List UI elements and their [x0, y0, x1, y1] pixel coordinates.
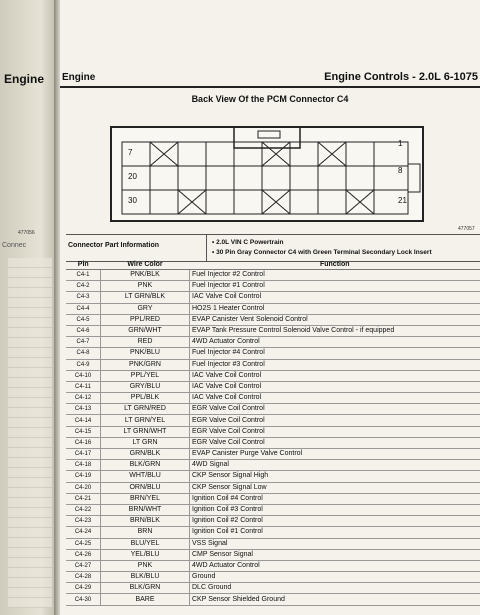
table-row	[66, 415, 480, 426]
pin-cell: C4-12	[66, 393, 101, 404]
left-page-table-lines	[8, 258, 52, 608]
page-header-left: Engine	[62, 72, 96, 83]
function-cell: IAC Valve Coil Control	[190, 393, 480, 404]
wire-color-cell: BLK/GRN	[101, 460, 190, 471]
function-cell: CKP Sensor Shielded Ground	[190, 594, 480, 605]
table-row	[66, 370, 480, 381]
table-row	[66, 393, 480, 404]
function-cell: EVAP Tank Pressure Control Solenoid Valve Control - if equipped	[190, 325, 480, 336]
wire-color-cell: PNK/BLK	[101, 270, 190, 281]
table-row	[66, 560, 480, 571]
table-row	[66, 381, 480, 392]
pin-cell: C4-20	[66, 482, 101, 493]
pin-cell: C4-9	[66, 359, 101, 370]
pin-cell: C4-28	[66, 572, 101, 583]
pin-cell: C4-8	[66, 348, 101, 359]
pin-cell: C4-25	[66, 538, 101, 549]
connector-drawing	[112, 128, 422, 220]
wire-color-cell: PPL/YEL	[101, 370, 190, 381]
wire-color-cell: BRN/WHT	[101, 504, 190, 515]
wire-color-cell: RED	[101, 337, 190, 348]
function-cell: EVAP Canister Vent Solenoid Control	[190, 314, 480, 325]
function-cell: Fuel Injector #3 Control	[190, 359, 480, 370]
header-rule	[60, 86, 480, 88]
wire-color-cell: PPL/BLK	[101, 393, 190, 404]
table-row	[66, 493, 480, 504]
function-cell: Fuel Injector #4 Control	[190, 348, 480, 359]
pin-cell: C4-24	[66, 527, 101, 538]
table-row	[66, 337, 480, 348]
pin-cell: C4-16	[66, 437, 101, 448]
table-row	[66, 348, 480, 359]
pin-label-20: 20	[128, 172, 137, 181]
pin-table-header	[66, 260, 480, 270]
wire-color-cell: LT GRN/WHT	[101, 426, 190, 437]
table-row	[66, 549, 480, 560]
table-row	[66, 437, 480, 448]
pin-cell: C4-26	[66, 549, 101, 560]
left-page-table-header: Connec	[2, 242, 27, 249]
table-row	[66, 527, 480, 538]
wire-color-cell: PPL/RED	[101, 314, 190, 325]
connector-diagram	[110, 126, 424, 222]
page-header-right: Engine Controls - 2.0L 6-1075	[324, 71, 478, 83]
table-row	[66, 516, 480, 527]
table-row	[66, 449, 480, 460]
pin-cell: C4-4	[66, 303, 101, 314]
info-line-powertrain: • 2.0L VIN C Powertrain	[212, 239, 284, 246]
function-cell: Fuel Injector #1 Control	[190, 281, 480, 292]
connector-info-box	[66, 234, 480, 262]
pin-cell: C4-14	[66, 415, 101, 426]
diagram-title: Back View Of the PCM Connector C4	[191, 94, 349, 104]
function-cell: DLC Ground	[190, 583, 480, 594]
function-cell: EGR Valve Coil Control	[190, 404, 480, 415]
function-cell: 4WD Actuator Control	[190, 337, 480, 348]
wire-color-cell: BRN/YEL	[101, 493, 190, 504]
wire-color-cell: YEL/BLU	[101, 549, 190, 560]
pin-cell: C4-13	[66, 404, 101, 415]
function-cell: IAC Valve Coil Control	[190, 292, 480, 303]
table-row	[66, 325, 480, 336]
manual-page	[60, 0, 480, 615]
wire-color-cell: ORN/BLU	[101, 482, 190, 493]
table-row	[66, 482, 480, 493]
pin-label-30: 30	[128, 196, 137, 205]
function-cell: CKP Sensor Signal High	[190, 471, 480, 482]
pin-label-7: 7	[128, 148, 133, 157]
function-cell: IAC Valve Coil Control	[190, 381, 480, 392]
pin-cell: C4-1	[66, 270, 101, 281]
function-cell: VSS Signal	[190, 538, 480, 549]
pin-grid	[122, 142, 408, 214]
function-cell: 4WD Actuator Control	[190, 560, 480, 571]
table-row	[66, 583, 480, 594]
wire-color-cell: GRY/BLU	[101, 381, 190, 392]
table-row	[66, 504, 480, 515]
table-row	[66, 404, 480, 415]
table-row	[66, 303, 480, 314]
wire-color-cell: BLU/YEL	[101, 538, 190, 549]
diagram-ref-number: 477057	[458, 226, 475, 232]
wire-color-cell: PNK	[101, 281, 190, 292]
wire-color-cell: BRN/BLK	[101, 516, 190, 527]
wire-color-cell: BARE	[101, 594, 190, 605]
table-row	[66, 270, 480, 281]
info-divider	[206, 235, 207, 261]
function-cell: EGR Valve Coil Control	[190, 437, 480, 448]
function-cell: Ignition Coil #1 Control	[190, 527, 480, 538]
function-cell: CKP Sensor Signal Low	[190, 482, 480, 493]
header-wire-color: Wire Color	[101, 260, 190, 270]
pin-table	[66, 260, 480, 606]
pin-cell: C4-22	[66, 504, 101, 515]
pin-cell: C4-17	[66, 449, 101, 460]
table-row	[66, 538, 480, 549]
function-cell: CMP Sensor Signal	[190, 549, 480, 560]
pin-cell: C4-18	[66, 460, 101, 471]
pin-cell: C4-27	[66, 560, 101, 571]
pin-cell: C4-7	[66, 337, 101, 348]
function-cell: Ignition Coil #4 Control	[190, 493, 480, 504]
pin-cell: C4-21	[66, 493, 101, 504]
function-cell: EGR Valve Coil Control	[190, 426, 480, 437]
table-row	[66, 460, 480, 471]
pin-cell: C4-6	[66, 325, 101, 336]
wire-color-cell: GRN/WHT	[101, 325, 190, 336]
wire-color-cell: BLK/GRN	[101, 583, 190, 594]
function-cell: EGR Valve Coil Control	[190, 415, 480, 426]
left-page-ref-number: 477056	[18, 230, 35, 236]
pin-cell: C4-29	[66, 583, 101, 594]
wire-color-cell: PNK/GRN	[101, 359, 190, 370]
wire-color-cell: WHT/BLU	[101, 471, 190, 482]
left-facing-page	[0, 0, 58, 615]
table-row	[66, 594, 480, 605]
table-row	[66, 471, 480, 482]
wire-color-cell: LT GRN/BLK	[101, 292, 190, 303]
function-cell: Ignition Coil #3 Control	[190, 504, 480, 515]
pin-cell: C4-2	[66, 281, 101, 292]
table-row	[66, 572, 480, 583]
wire-color-cell: BRN	[101, 527, 190, 538]
left-page-title: Engine	[4, 72, 45, 86]
pin-cell: C4-11	[66, 381, 101, 392]
function-cell: Fuel Injector #2 Control	[190, 270, 480, 281]
wire-color-cell: LT GRN/YEL	[101, 415, 190, 426]
wire-color-cell: PNK	[101, 560, 190, 571]
connector-part-info-label: Connector Part Information	[68, 242, 160, 249]
pin-cell: C4-5	[66, 314, 101, 325]
header-function: Function	[190, 260, 480, 270]
table-row	[66, 426, 480, 437]
pin-cell: C4-10	[66, 370, 101, 381]
table-row	[66, 359, 480, 370]
wire-color-cell: PNK/BLU	[101, 348, 190, 359]
pin-cell: C4-23	[66, 516, 101, 527]
function-cell: Ignition Coil #2 Control	[190, 516, 480, 527]
table-row	[66, 314, 480, 325]
wire-color-cell: BLK/BLU	[101, 572, 190, 583]
pin-cell: C4-15	[66, 426, 101, 437]
info-line-connector: • 30 Pin Gray Connector C4 with Green Terminal Secondary Lock Insert	[212, 249, 432, 256]
table-row	[66, 281, 480, 292]
wire-color-cell: GRY	[101, 303, 190, 314]
connector-side-key	[408, 164, 420, 192]
function-cell: EVAP Canister Purge Valve Control	[190, 449, 480, 460]
table-row	[66, 292, 480, 303]
header-pin: Pin	[66, 260, 101, 270]
pin-label-8: 8	[398, 166, 403, 175]
function-cell: HO2S 1 Heater Control	[190, 303, 480, 314]
function-cell: Ground	[190, 572, 480, 583]
wire-color-cell: LT GRN	[101, 437, 190, 448]
function-cell: 4WD Signal	[190, 460, 480, 471]
wire-color-cell: LT GRN/RED	[101, 404, 190, 415]
pin-cell: C4-3	[66, 292, 101, 303]
pin-label-21: 21	[398, 196, 407, 205]
wire-color-cell: GRN/BLK	[101, 449, 190, 460]
pin-cell: C4-19	[66, 471, 101, 482]
pin-label-1: 1	[398, 139, 403, 148]
pin-cell: C4-30	[66, 594, 101, 605]
function-cell: IAC Valve Coil Control	[190, 370, 480, 381]
